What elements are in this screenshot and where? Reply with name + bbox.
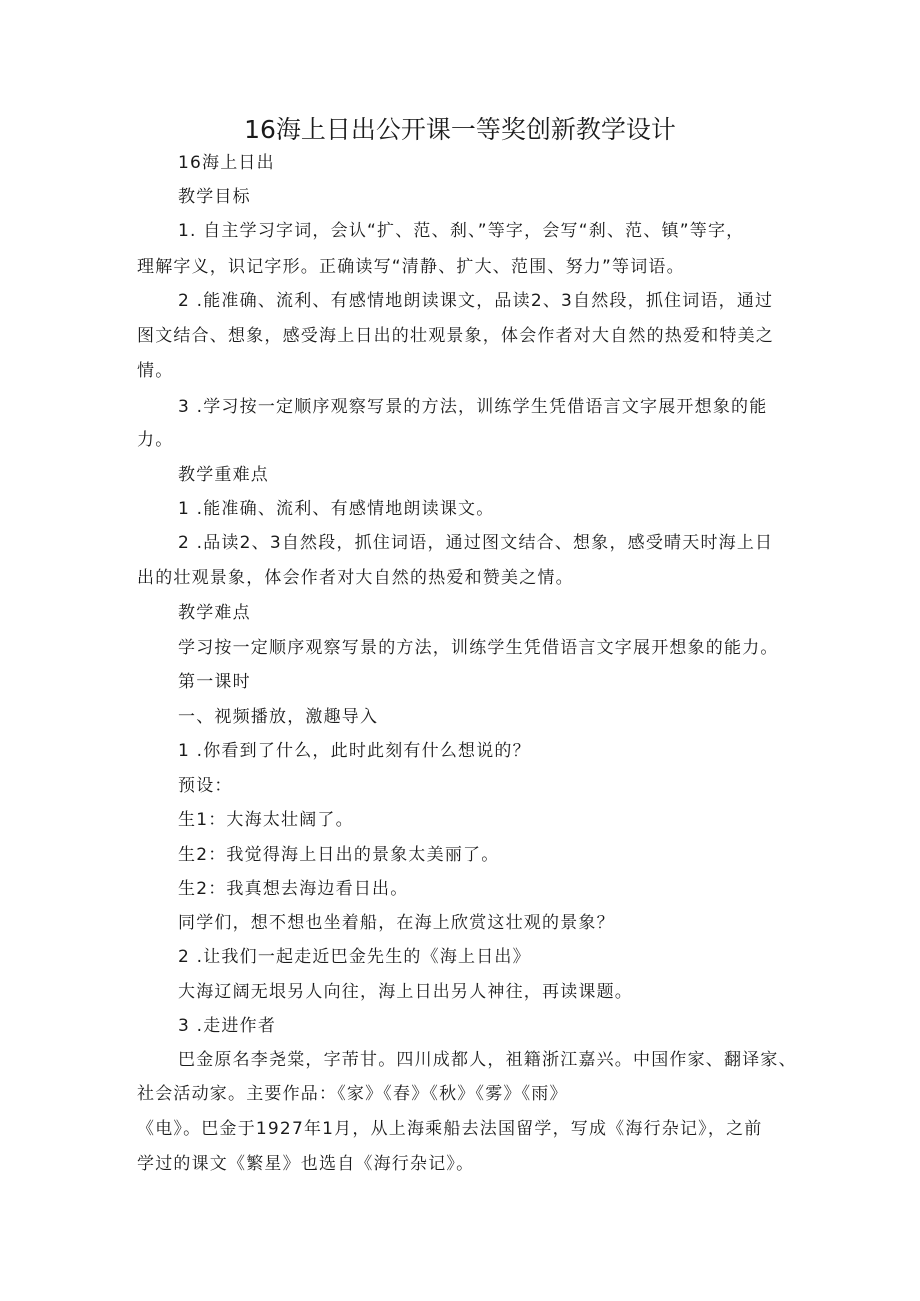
section-heading: 第一课时 (178, 672, 251, 692)
section-heading: 教学难点 (178, 603, 251, 623)
paragraph-line: 同学们，想不想也坐着船，在海上欣赏这壮观的景象？ (178, 913, 615, 933)
paragraph-line: 社会活动家。主要作品：《家》《春》《秋》《雾》《雨》 (137, 1084, 568, 1104)
document-title: 16海上日出公开课一等奖创新教学设计 (244, 115, 676, 144)
paragraph-line: 生2：我真想去海边看日出。 (178, 879, 409, 899)
paragraph-line: 3 .学习按一定顺序观察写景的方法，训练学生凭借语言文字展开想象的能 (178, 397, 768, 417)
paragraph-line: 巴金原名李尧棠，字芾甘。四川成都人，祖籍浙江嘉兴。中国作家、翻译家、 (178, 1050, 797, 1070)
paragraph-line: 预设： (178, 776, 233, 796)
paragraph-line: 2 .让我们一起走近巴金先生的《海上日出》 (178, 947, 531, 967)
paragraph-line: 3 .走进作者 (178, 1016, 277, 1036)
paragraph-line: 图文结合、想象，感受海上日出的壮观景象，体会作者对大自然的热爱和特美之 (137, 326, 774, 346)
paragraph-line: 生2：我觉得海上日出的景象太美丽了。 (178, 845, 500, 865)
section-heading: 一、视频播放，激趣导入 (178, 707, 379, 727)
paragraph-line: 情。 (137, 361, 174, 381)
paragraph-line: 2 .能准确、流利、有感情地朗读课文，品读2、3自然段，抓住词语，通过 (178, 291, 774, 311)
paragraph-line: 1 .能准确、流利、有感情地朗读课文。 (178, 499, 495, 519)
paragraph-line: 学过的课文《繁星》也选自《海行杂记》。 (137, 1154, 475, 1174)
paragraph-line: 学习按一定顺序观察写景的方法，训练学生凭借语言文字展开想象的能力。 (178, 638, 779, 658)
section-heading: 教学目标 (178, 187, 251, 207)
paragraph-line: 力。 (137, 430, 174, 450)
section-heading: 教学重难点 (178, 465, 269, 485)
paragraph-line: 1. 自主学习字词，会认“扩、范、刹、”等字，会写“刹、范、镇”等字， (178, 221, 745, 241)
paragraph-line: 2 .品读2、3自然段，抓住词语，通过图文结合、想象，感受晴天时海上日 (178, 533, 774, 553)
subtitle-line: 16海上日出 (178, 153, 275, 173)
paragraph-line: 理解字义，识记字形。正确读写“清静、扩大、范围、努力”等词语。 (137, 257, 685, 277)
paragraph-line: 《电》。巴金于1927年1月，从上海乘船去法国留学，写成《海行杂记》，之前 (137, 1119, 763, 1139)
paragraph-line: 生1：大海太壮阔了。 (178, 810, 354, 830)
paragraph-line: 1 .你看到了什么，此时此刻有什么想说的？ (178, 741, 531, 761)
paragraph-line: 大海辽阔无垠另人向往，海上日出另人神往，再读课题。 (178, 982, 633, 1002)
paragraph-line: 出的壮观景象，体会作者对大自然的热爱和赞美之情。 (137, 568, 574, 588)
